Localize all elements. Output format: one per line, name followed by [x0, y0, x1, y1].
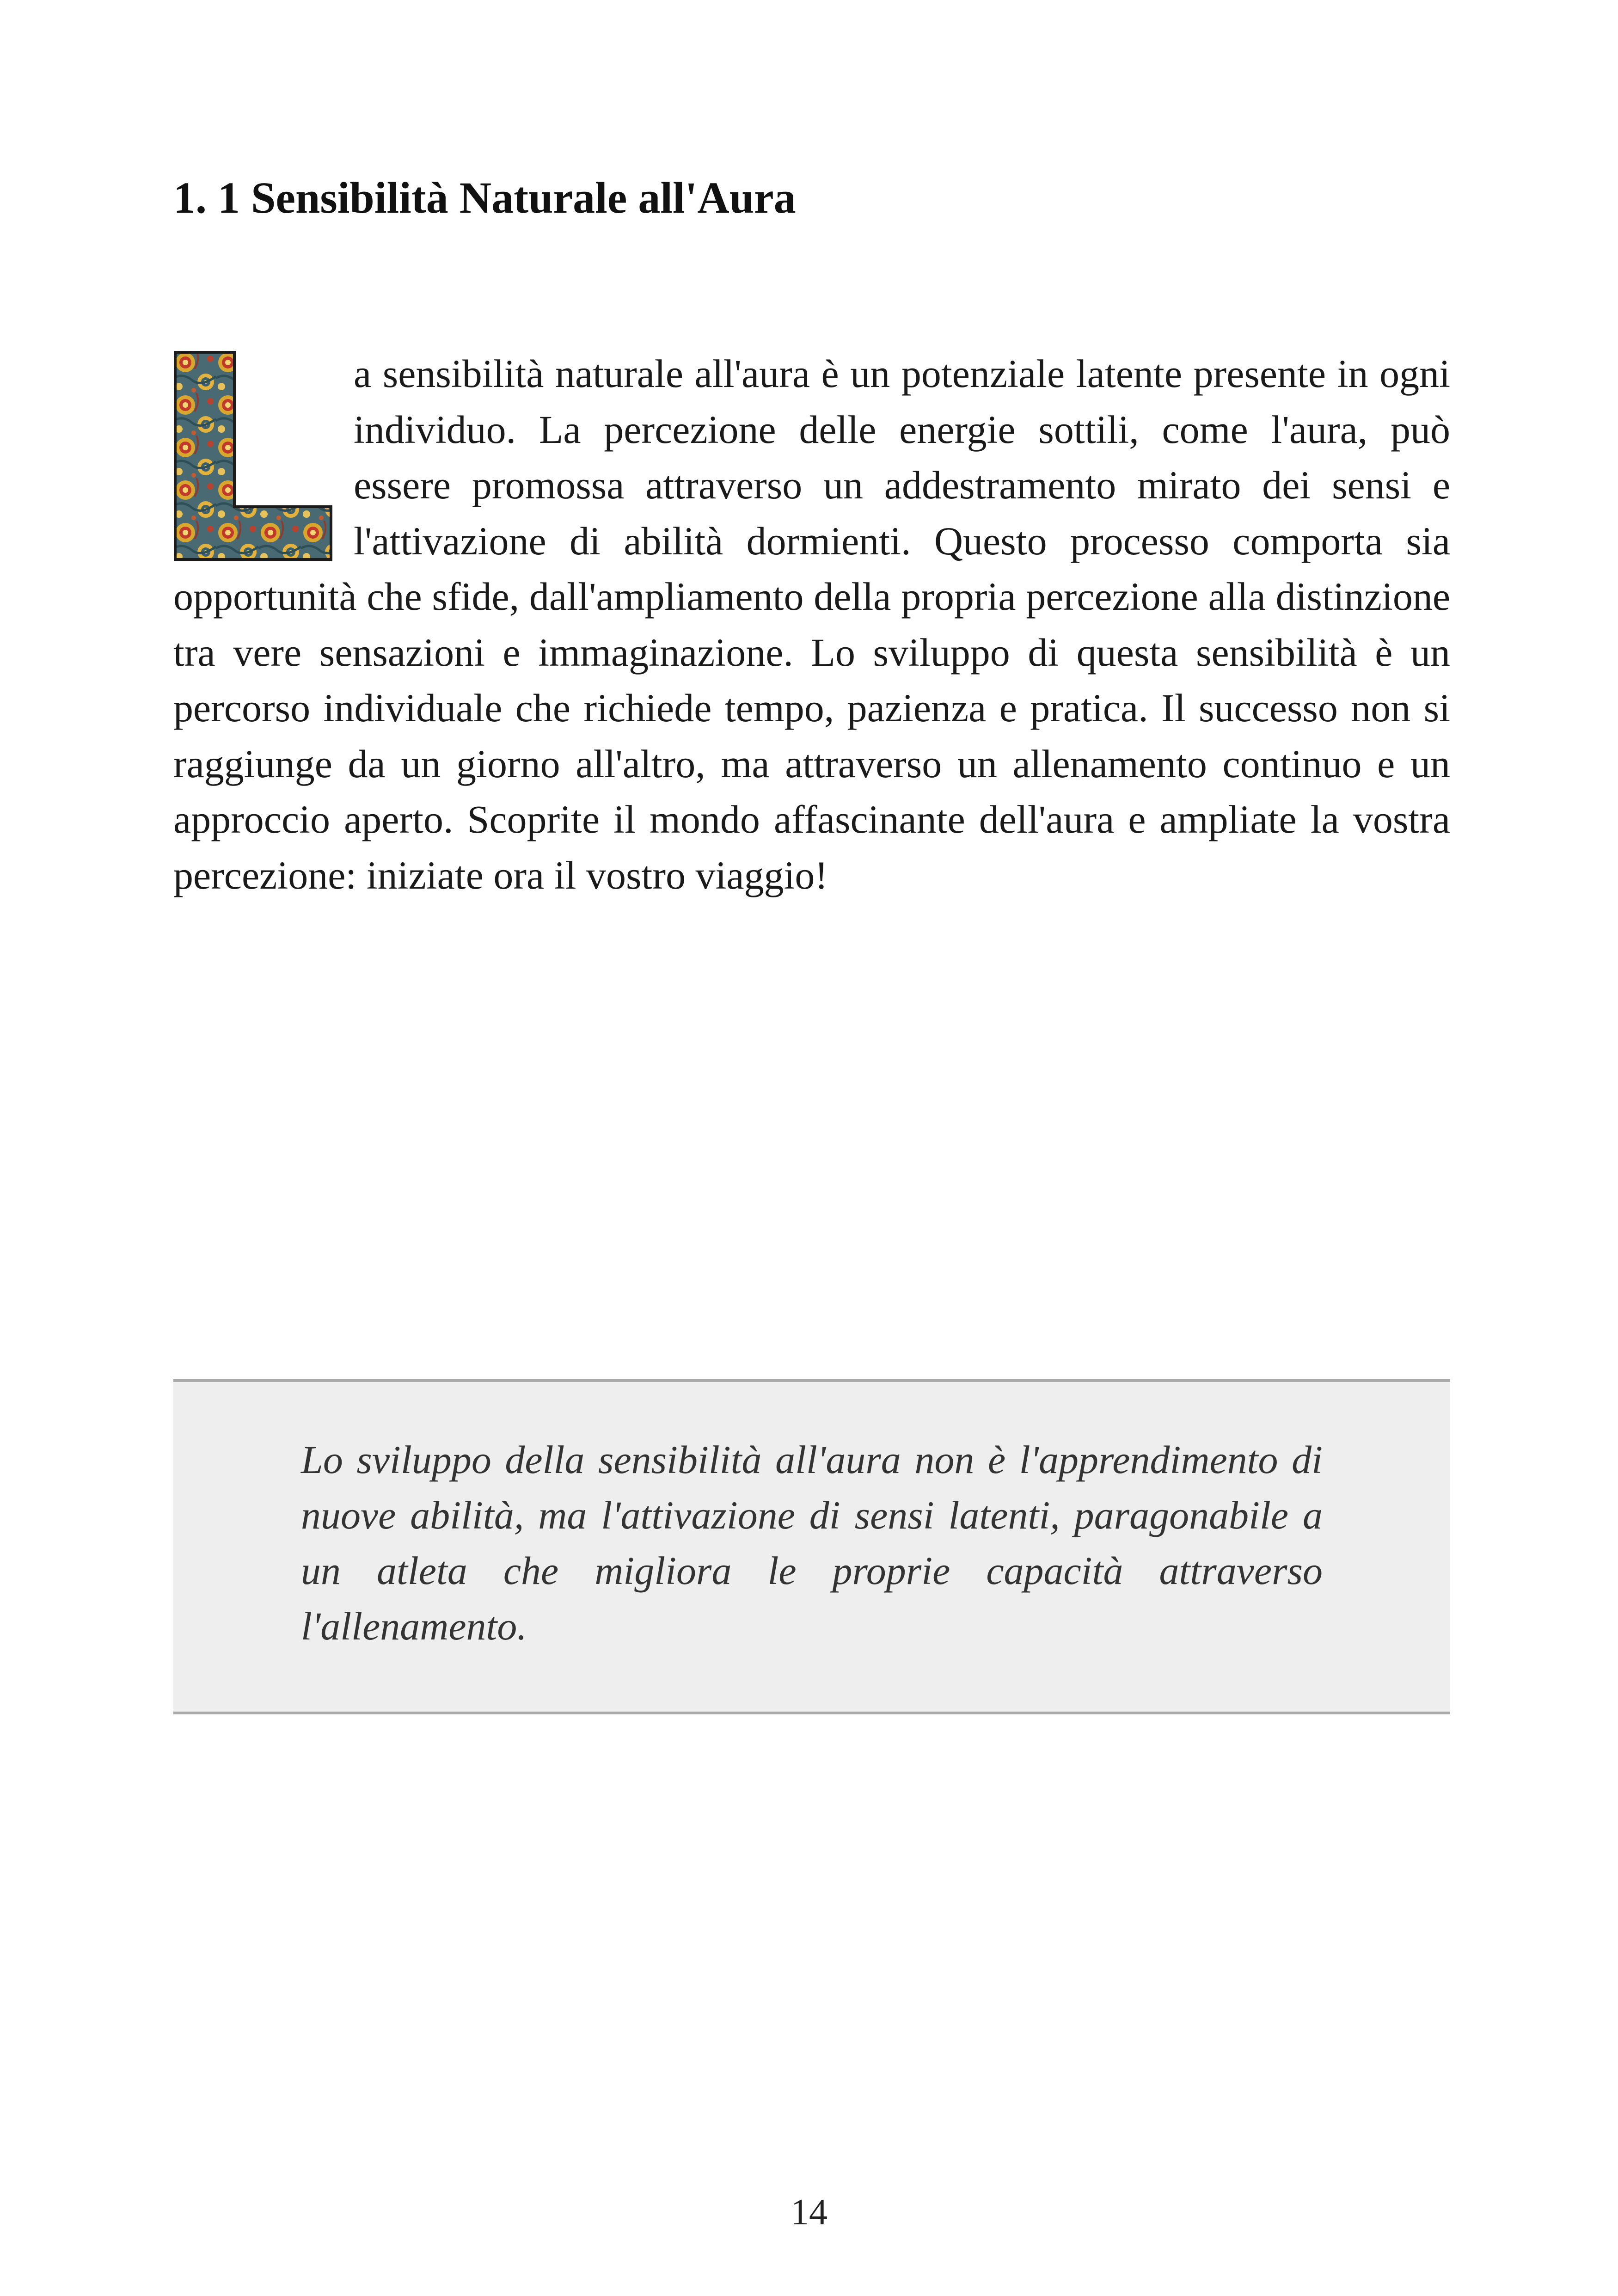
- drop-cap-letter: L: [173, 350, 174, 351]
- page-number: 14: [791, 2192, 827, 2233]
- drop-cap-shape: [175, 352, 331, 559]
- body-section: [173, 346, 1450, 903]
- body-paragraph: a sensibilità naturale all'aura è un potenziale latente presente in ogni individuo. La percezione delle energie sottili, come l'aura, può essere promossa attraverso un addestramento mirato dei sensi e l'attivazione di abilità dormienti. Questo processo comporta sia opportunità che sfide, dall'ampliamento della propria percezione alla distinzione tra vere sensazioni e immaginazione. Lo sviluppo di questa sensibilità è un percorso individuale che richiede tempo, pazienza e pratica. Il successo non si raggiunge da un giorno all'altro, ma attraverso un allenamento continuo e un approccio aperto. Scoprite il mondo affascinante dell'aura e ampliate la vostra percezione: iniziate ora il vostro viaggio!: [173, 351, 1450, 897]
- drop-cap: [173, 350, 333, 561]
- callout-quote: Lo sviluppo della sensibilità all'aura non è l'apprendimento di nuove abilità, ma l'attivazione di sensi latenti, paragonabile a un atleta che migliora le proprie capacità attraverso l'allenamento.: [301, 1437, 1323, 1648]
- callout-box: [173, 1379, 1450, 1714]
- drop-cap-ornamental-letter: [173, 350, 333, 561]
- section-heading: 1. 1 Sensibilità Naturale all'Aura: [173, 173, 796, 222]
